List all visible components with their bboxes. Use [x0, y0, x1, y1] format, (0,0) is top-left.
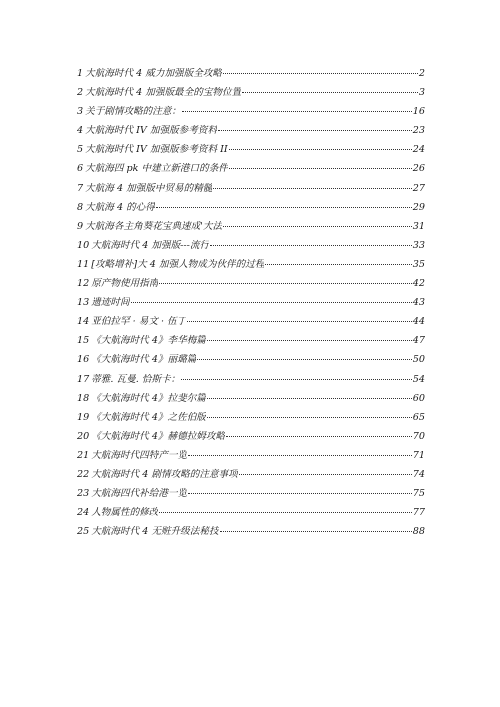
toc-dot-leader [159, 283, 411, 284]
toc-dot-leader [207, 417, 412, 418]
toc-entry-title: 大航海时代四特产一览 [91, 449, 188, 461]
toc-entry-page: 24 [412, 144, 425, 156]
toc-dot-leader [197, 359, 411, 360]
toc-entry-number: 12 [77, 278, 90, 290]
toc-entry[interactable] [77, 217, 425, 236]
toc-entry-number: 3 [77, 106, 84, 118]
toc-entry[interactable] [77, 274, 425, 293]
toc-dot-leader [182, 111, 412, 112]
toc-entry[interactable] [77, 370, 425, 389]
toc-dot-leader [213, 188, 411, 189]
toc-entry-page: 35 [412, 258, 425, 270]
toc-entry[interactable] [77, 503, 425, 522]
toc-entry[interactable] [77, 159, 425, 178]
toc-entry-page: 3 [418, 87, 425, 99]
toc-dot-leader [218, 130, 412, 131]
toc-entry-number: 10 [77, 239, 90, 251]
toc-entry-page: 23 [412, 125, 425, 137]
toc-entry-page: 2 [418, 68, 425, 79]
toc-dot-leader [207, 340, 412, 341]
toc-entry[interactable] [77, 389, 425, 408]
toc-entry-number: 17 [77, 373, 90, 385]
toc-dot-leader [210, 245, 412, 246]
toc-entry-title: 《大航海时代 4》赫德拉姆攻略 [91, 430, 226, 442]
toc-dot-leader [223, 226, 412, 227]
toc-entry[interactable] [77, 64, 425, 83]
toc-entry-title: 亚伯拉罕 · 易文 · 伍丁 [91, 316, 187, 328]
toc-entry-title: 《大航海时代 4》李华梅篇 [91, 335, 206, 347]
toc-dot-leader [156, 207, 412, 208]
toc-entry-title: 大航海 4 的心得 [85, 201, 155, 213]
toc-entry[interactable] [77, 255, 425, 274]
toc-entry-page: 27 [412, 182, 425, 194]
toc-entry-number: 9 [77, 220, 84, 232]
toc-entry-title: [攻略增补]大 4 加强人物成为伙伴的过程 [91, 258, 265, 270]
toc-dot-leader [220, 531, 412, 532]
toc-dot-leader [181, 379, 412, 380]
toc-entry-title: 《大航海时代 4》丽璐篇 [91, 354, 197, 366]
toc-entry[interactable] [77, 522, 425, 541]
toc-entry-title: 大航海四 pk 中建立新港口的条件 [85, 163, 228, 175]
toc-entry-page: 60 [412, 392, 425, 404]
toc-entry-page: 31 [412, 220, 425, 232]
toc-dot-leader [265, 264, 411, 265]
toc-entry[interactable] [77, 408, 425, 427]
toc-dot-leader [159, 512, 411, 513]
toc-entry-number: 16 [77, 354, 90, 366]
toc-entry-number: 13 [77, 297, 90, 309]
toc-entry[interactable] [77, 465, 425, 484]
toc-entry-page: 33 [412, 239, 425, 251]
toc-entry-page: 16 [412, 106, 425, 118]
toc-dot-leader [223, 73, 418, 74]
toc-dot-leader [226, 436, 412, 437]
toc-entry[interactable] [77, 236, 425, 255]
toc-entry[interactable] [77, 293, 425, 312]
toc-entry-title: 蒂雅. 瓦曼. 恰斯卡： [91, 373, 181, 385]
toc-entry-title: 《大航海时代 4》拉斐尔篇 [91, 392, 206, 404]
toc-entry[interactable] [77, 331, 425, 350]
toc-entry[interactable] [77, 83, 425, 102]
toc-entry-page: 65 [412, 411, 425, 423]
toc-entry-number: 19 [77, 411, 90, 423]
toc-entry[interactable] [77, 140, 425, 159]
toc-dot-leader [242, 92, 418, 93]
toc-entry-title: 遗迹时间 [91, 297, 130, 309]
toc-entry-number: 20 [77, 430, 90, 442]
toc-entry-number: 22 [77, 468, 90, 480]
toc-entry-number: 8 [77, 201, 84, 213]
toc-dot-leader [187, 321, 412, 322]
toc-entry[interactable] [77, 312, 425, 331]
toc-entry-title: 大航海时代 IV 加强版参考资料 [85, 125, 218, 137]
toc-entry-number: 25 [77, 526, 90, 538]
toc-entry-page: 88 [412, 526, 425, 538]
toc-entry-title: 大航海时代 4 加强版最全的宝物位置 [85, 87, 242, 99]
toc-entry-title: 大航海四代补给港一览 [91, 488, 188, 500]
toc-entry-title: 大航海时代 4 加强版---流行 [91, 239, 210, 251]
toc-entry-page: 43 [412, 297, 425, 309]
toc-entry-number: 18 [77, 392, 90, 404]
toc-entry-title: 大航海 4 加强版中贸易的精髓 [85, 182, 213, 194]
toc-entry[interactable] [77, 427, 425, 446]
toc-dot-leader [131, 302, 412, 303]
table-of-contents [77, 64, 425, 541]
toc-entry[interactable] [77, 102, 425, 121]
toc-entry-number: 21 [77, 449, 90, 461]
toc-entry-title: 大航海各主角葵花宝典速成'大法 [85, 220, 223, 232]
toc-dot-leader [188, 455, 412, 456]
toc-entry-number: 7 [77, 182, 84, 194]
toc-entry-title: 《大航海时代 4》之佐伯版 [91, 411, 206, 423]
toc-entry[interactable] [77, 484, 425, 503]
toc-entry-number: 11 [77, 258, 90, 270]
toc-entry-title: 关于剧情攻略的注意： [85, 106, 182, 118]
toc-entry-number: 2 [77, 87, 84, 99]
toc-entry-title: 大航海时代 4 剧情攻略的注意事项 [91, 468, 238, 480]
toc-entry-number: 1 [77, 68, 84, 79]
toc-entry-page: 47 [412, 335, 425, 347]
toc-entry-page: 75 [412, 488, 425, 500]
toc-entry-page: 50 [412, 354, 425, 366]
toc-entry-number: 24 [77, 507, 90, 519]
toc-entry-title: 人物属性的修改 [91, 507, 159, 519]
toc-entry[interactable] [77, 121, 425, 140]
toc-entry-page: 74 [412, 468, 425, 480]
toc-entry[interactable] [77, 350, 425, 369]
toc-entry-title: 大航海时代 4 无赃升级法秘技 [91, 526, 219, 538]
toc-dot-leader [229, 149, 412, 150]
toc-entry-page: 77 [412, 507, 425, 519]
toc-dot-leader [229, 168, 412, 169]
toc-entry-page: 54 [412, 373, 425, 385]
toc-entry-number: 5 [77, 144, 84, 156]
toc-entry-page: 26 [412, 163, 425, 175]
toc-entry-title: 原产物使用指南 [91, 278, 159, 290]
toc-entry-page: 44 [412, 316, 425, 328]
toc-entry[interactable] [77, 179, 425, 198]
toc-entry-page: 70 [412, 430, 425, 442]
toc-entry-page: 71 [412, 449, 425, 461]
toc-entry-title: 大航海时代 4 威力加强版全攻略 [85, 68, 223, 79]
toc-entry[interactable] [77, 198, 425, 217]
toc-entry-number: 6 [77, 163, 84, 175]
toc-entry-number: 15 [77, 335, 90, 347]
toc-entry-title: 大航海时代 IV 加强版参考资料 II [85, 144, 228, 156]
toc-entry-number: 4 [77, 125, 84, 137]
toc-entry-page: 42 [412, 278, 425, 290]
toc-entry-number: 23 [77, 488, 90, 500]
toc-dot-leader [239, 474, 412, 475]
toc-entry-number: 14 [77, 316, 90, 328]
toc-dot-leader [207, 398, 412, 399]
toc-entry-page: 29 [412, 201, 425, 213]
toc-entry[interactable] [77, 446, 425, 465]
toc-dot-leader [188, 493, 412, 494]
